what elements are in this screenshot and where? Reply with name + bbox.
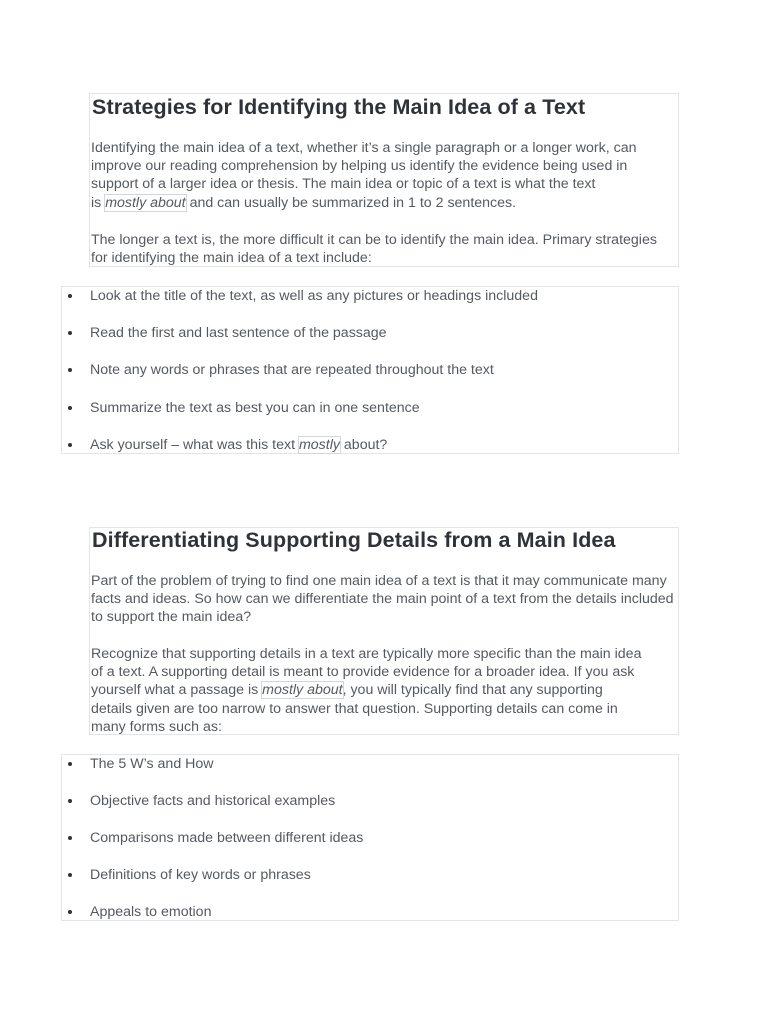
bullet-icon: [68, 331, 72, 335]
recognize-line-1: Recognize that supporting details in a text are typically more specific than the main idea: [91, 646, 642, 662]
list-item-text: Note any words or phrases that are repeated throughout the text: [90, 362, 494, 378]
intro-line-4-start: is: [91, 194, 106, 211]
problem-paragraph: Part of the problem of trying to find one main idea of a text is that it may communicate many facts and ideas. So how can we differentiate the main point of a text from the details included to support the main idea?: [91, 573, 674, 626]
list-item-text: Definitions of key words or phrases: [90, 867, 311, 883]
section-strategies: [89, 93, 679, 267]
list-item: [62, 792, 678, 812]
bullet-icon: [68, 873, 72, 877]
list-item: [62, 866, 678, 886]
bullet-icon: [68, 910, 72, 914]
list-item-text: [90, 436, 387, 454]
list-item-text: Comparisons made between different ideas: [90, 830, 364, 846]
bullet-icon: [68, 294, 72, 298]
list-item: [62, 361, 678, 381]
list-item: [62, 399, 678, 419]
bullet-icon: [68, 799, 72, 803]
list-item-text: Objective facts and historical examples: [90, 793, 336, 809]
section-title-supporting-details: Differentiating Supporting Details from a Main Idea: [92, 528, 616, 552]
recognize-line-5: many forms such as:: [91, 718, 222, 735]
list-item-text-end: about?: [339, 437, 388, 453]
intro-paragraph: [91, 139, 676, 212]
list-item: [62, 324, 678, 344]
emphasis-mostly: mostly: [298, 437, 340, 453]
bullet-icon: [68, 406, 72, 410]
strategies-list: [61, 286, 679, 454]
recognize-paragraph: [91, 645, 676, 736]
list-item: [62, 829, 678, 849]
list-item-text: Appeals to emotion: [90, 904, 212, 920]
section-supporting-details: [89, 527, 679, 735]
bullet-icon: [68, 443, 72, 447]
bullet-icon: [68, 368, 72, 372]
recognize-line-2: of a text. A supporting detail is meant to provide evidence for a broader idea. If you ask: [91, 664, 635, 681]
list-item-text: Summarize the text as best you can in one sentence: [90, 400, 420, 416]
list-item-text: Look at the title of the text, as well as any pictures or headings included: [90, 288, 538, 304]
list-item: [62, 436, 678, 456]
emphasis-mostly-about: mostly about: [105, 194, 186, 211]
strategies-paragraph: The longer a text is, the more difficult it can be to identify the main idea. Primary strategies for identifying the main idea of a text include:: [91, 232, 657, 267]
list-item-text-start: Ask yourself – what was this text: [90, 437, 299, 453]
intro-line-3: support of a larger idea or thesis. The main idea or topic of a text is what the text: [91, 176, 596, 193]
list-item-text: Read the first and last sentence of the passage: [90, 325, 387, 341]
list-item: [62, 287, 678, 307]
emphasis-mostly-about: mostly about: [262, 682, 343, 699]
intro-line-2: improve our reading comprehension by helping us identify the evidence being used in: [91, 158, 628, 175]
intro-line-1: Identifying the main idea of a text, whether it’s a single paragraph or a longer work, can: [91, 140, 637, 156]
bullet-icon: [68, 836, 72, 840]
recognize-line-3-end: , you will typically find that any supporting: [342, 682, 603, 699]
list-item: [62, 903, 678, 923]
list-item: [62, 755, 678, 775]
bullet-icon: [68, 762, 72, 766]
recognize-line-3-start: yourself what a passage is: [91, 682, 263, 699]
recognize-line-4: details given are too narrow to answer that question. Supporting details can come in: [91, 700, 618, 717]
supporting-details-list: [61, 754, 679, 921]
section-title-strategies: Strategies for Identifying the Main Idea of a Text: [92, 95, 586, 119]
list-item-text: The 5 W’s and How: [90, 756, 214, 772]
intro-line-4-end: and can usually be summarized in 1 to 2 sentences.: [185, 194, 517, 211]
